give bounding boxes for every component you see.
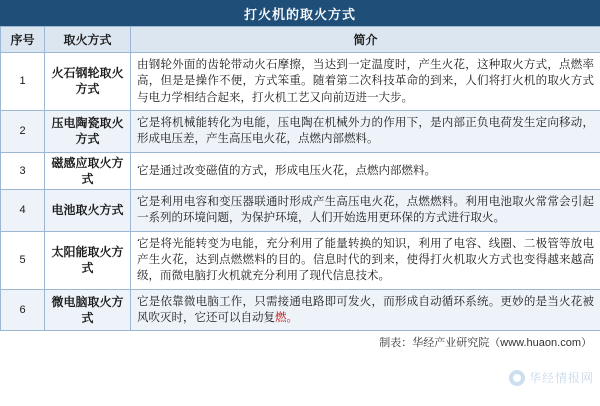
cell-index: 2 [1, 110, 45, 152]
table-row [1, 152, 600, 189]
column-header-index: 序号 [1, 27, 45, 53]
cell-description [131, 289, 600, 331]
cell-description: 它是将机械能转化为电能，压电陶在机械外力的作用下，是内部正负电荷发生定向移动，形成电压差，产生高压电火花，点燃内部燃料。 [131, 110, 600, 152]
fire-ignition-methods-table [0, 26, 600, 331]
cell-description: 它是将光能转变为电能，充分利用了能量转换的知识，利用了电容、线圈、二极管等放电产生火花，达到点燃燃料的目的。信息时代的到来，使得打火机取火方式也变得越来越高级，而微电脑打火机就充分利用了现代信息技术。 [131, 231, 600, 289]
cell-index: 1 [1, 53, 45, 111]
table-row [1, 190, 600, 232]
cell-method: 电池取火方式 [45, 190, 131, 232]
cell-description: 由钢轮外面的齿轮带动火石摩擦，当达到一定温度时，产生火花，这种取火方式，点燃率高，但是是操作不便，方式笨重。随着第二次科技革命的到来，人们将打火机的取火方式与电力学相结合起来，打火机工艺又向前迈进一大步。 [131, 53, 600, 111]
cell-index: 5 [1, 231, 45, 289]
watermark-label: 华经情报网 [528, 371, 594, 385]
cell-method: 太阳能取火方式 [45, 231, 131, 289]
table-row [1, 53, 600, 111]
cell-method: 磁感应取火方式 [45, 152, 131, 189]
circle-logo-icon [509, 370, 525, 386]
cell-method: 火石钢轮取火方式 [45, 53, 131, 111]
cell-index: 4 [1, 190, 45, 232]
cell-method: 压电陶瓷取火方式 [45, 110, 131, 152]
column-header-method: 取火方式 [45, 27, 131, 53]
table-body [1, 53, 600, 331]
table-row [1, 110, 600, 152]
table-header [1, 27, 600, 53]
source-text: 制表：华经产业研究院（ [379, 337, 501, 350]
cell-method: 微电脑取火方式 [45, 289, 131, 331]
cell-description: 它是利用电容和变压器联通时形成产生高压电火花，点燃燃料。利用电池取火常常会引起一系列的环境问题，为保护环境，人们开始选用更环保的方式进行取火。 [131, 190, 600, 232]
column-header-description: 简介 [131, 27, 600, 53]
cell-description: 它是通过改变磁值的方式，形成电压火花，点燃内部燃料。 [131, 152, 600, 189]
table-row [1, 289, 600, 331]
page-title: 打火机的取火方式 [0, 0, 600, 26]
watermark [509, 369, 594, 386]
table-header-row [1, 27, 600, 53]
cell-index: 3 [1, 152, 45, 189]
table-row [1, 231, 600, 289]
cell-index: 6 [1, 289, 45, 331]
source-url: www.huaon.com） [500, 337, 592, 350]
source-note [0, 331, 600, 353]
description-highlight: 燃。 [275, 311, 298, 324]
description-text: 它是依靠微电脑工作，只需接通电路即可发火，而形成自动循环系统。更妙的是当火花被风吹灭时，它还可以自动复 [137, 295, 594, 324]
